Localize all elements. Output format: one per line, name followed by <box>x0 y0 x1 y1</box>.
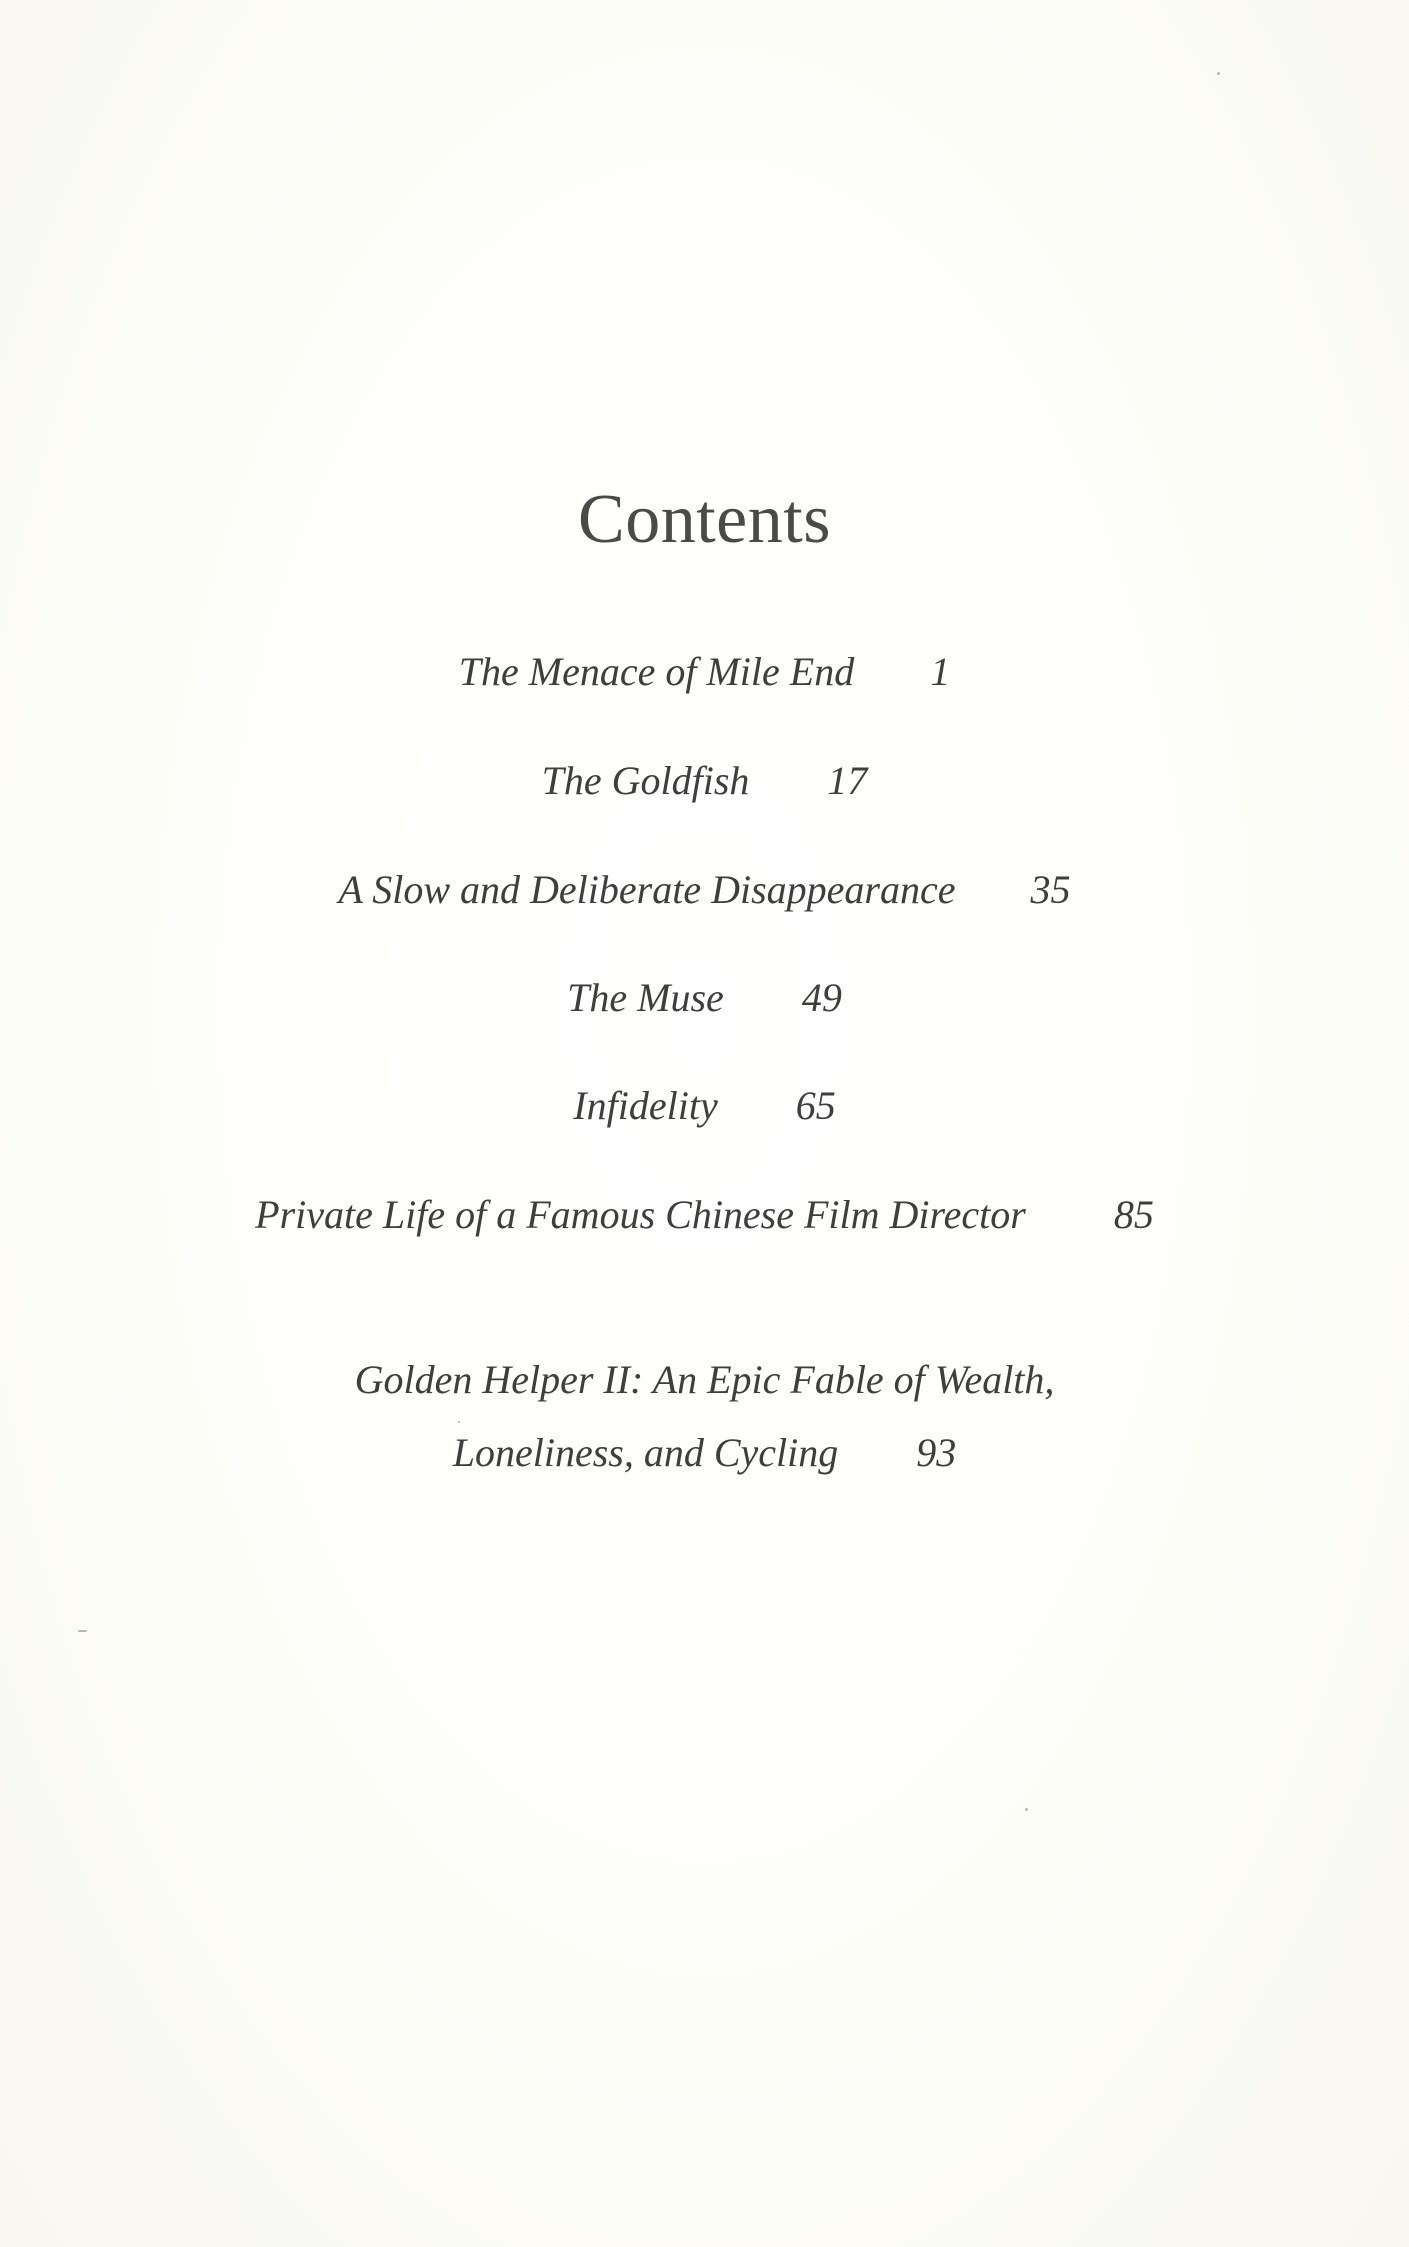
toc-entry-title: Private Life of a Famous Chinese Film Director <box>255 1192 1026 1237</box>
paper-speck <box>78 1630 87 1632</box>
toc-entry-title: Loneliness, and Cycling <box>452 1430 839 1475</box>
toc-entry-title: A Slow and Deliberate Disappearance <box>338 867 956 912</box>
toc-entry[interactable] <box>0 755 1409 807</box>
toc-entry-title: The Goldfish <box>541 758 750 803</box>
toc-entry-title: Infidelity <box>573 1083 718 1128</box>
toc-entry[interactable] <box>0 1427 1409 1479</box>
contents-heading: Contents <box>578 481 831 558</box>
paper-speck <box>458 1421 460 1423</box>
toc-entry[interactable] <box>0 864 1409 916</box>
toc-entry-page: 93 <box>916 1430 957 1475</box>
toc-entry-title: Golden Helper II: An Epic Fable of Wealth, <box>354 1357 1055 1402</box>
toc-entry-page: 35 <box>1030 867 1071 912</box>
toc-entry-title: The Muse <box>567 975 724 1020</box>
toc-entry-page: 1 <box>930 649 951 694</box>
toc-entry-page: 65 <box>795 1083 836 1128</box>
paper-speck <box>1025 1808 1028 1811</box>
toc-entry-page: 17 <box>827 758 868 803</box>
toc-entry-title-line[interactable] <box>0 1354 1409 1406</box>
toc-entry-page: 85 <box>1113 1192 1154 1237</box>
toc-entry[interactable] <box>0 1080 1409 1132</box>
paper-speck <box>1217 72 1220 75</box>
toc-entry[interactable] <box>0 646 1409 698</box>
toc-entry-title: The Menace of Mile End <box>458 649 855 694</box>
toc-entry[interactable] <box>0 972 1409 1024</box>
toc-entry-page: 49 <box>801 975 842 1020</box>
toc-entry[interactable] <box>0 1189 1409 1241</box>
